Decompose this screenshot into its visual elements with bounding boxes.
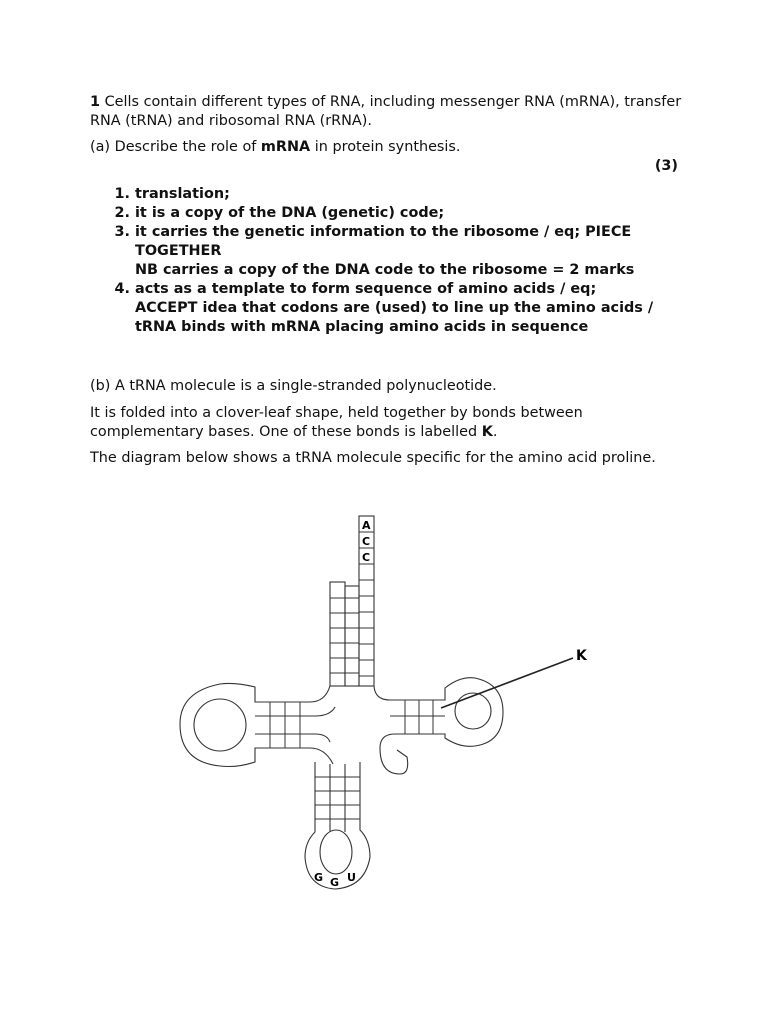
part-b-line-1: (b) A tRNA molecule is a single-stranded polynucleotide. xyxy=(90,378,497,394)
answer-text: acts as a template to form sequence of amino acids / eq; ACCEPT idea that codons are (used) to line up the amino acids / tRNA binds with mRNA placing amino acids in sequence xyxy=(135,281,654,335)
d-arm-rungs xyxy=(270,702,300,748)
bond-k-label: K xyxy=(576,648,587,664)
question-page xyxy=(90,93,690,475)
answer-item xyxy=(135,223,690,280)
bond-k-pointer-line xyxy=(441,658,573,708)
part-a-marks: (3) xyxy=(654,158,678,174)
question-intro xyxy=(90,93,690,131)
d-arm xyxy=(180,683,335,766)
acceptor-base: C xyxy=(362,535,371,548)
anticodon-base: G xyxy=(314,871,324,884)
anticodon-base: G xyxy=(330,876,340,889)
answer-item xyxy=(135,204,690,223)
answer-list xyxy=(90,185,690,337)
t-arm-rungs xyxy=(405,700,433,734)
part-b-line-2-prefix: It is folded into a clover-leaf shape, held together by bonds between complementary bases. One of these bonds is labelled xyxy=(90,405,583,440)
question-intro-text: Cells contain different types of RNA, including messenger RNA (mRNA), transfer RNA (tRNA) and ribosomal RNA (rRNA). xyxy=(90,94,682,129)
part-a-prompt xyxy=(90,138,690,157)
acceptor-bases xyxy=(362,519,371,564)
anticodon-arm-rungs xyxy=(315,777,360,819)
answer-item xyxy=(135,185,690,204)
question-number: 1 xyxy=(90,94,101,110)
trna-cloverleaf-svg xyxy=(175,512,595,897)
part-a-bold: mRNA xyxy=(260,139,311,155)
part-b-line-2 xyxy=(90,404,690,442)
part-b-line-3: The diagram below shows a tRNA molecule specific for the amino acid proline. xyxy=(90,450,656,466)
part-a-prefix: (a) Describe the role of xyxy=(90,139,261,155)
answer-text: translation; xyxy=(135,186,230,202)
part-b-line-2-suffix: . xyxy=(492,424,498,440)
part-a-suffix: in protein synthesis. xyxy=(310,139,461,155)
answer-text: it is a copy of the DNA (genetic) code; xyxy=(135,205,445,221)
acceptor-base: C xyxy=(362,551,371,564)
anticodon-base: U xyxy=(347,871,356,884)
acceptor-base: A xyxy=(362,519,371,532)
part-b-bond-label: K xyxy=(481,424,493,440)
trna-diagram xyxy=(175,512,595,897)
answer-text: it carries the genetic information to the ribosome / eq; PIECE TOGETHER NB carries a copy of the DNA code to the ribosome = 2 marks xyxy=(135,224,635,278)
answer-item xyxy=(135,280,690,337)
anticodon-arm xyxy=(305,762,370,889)
